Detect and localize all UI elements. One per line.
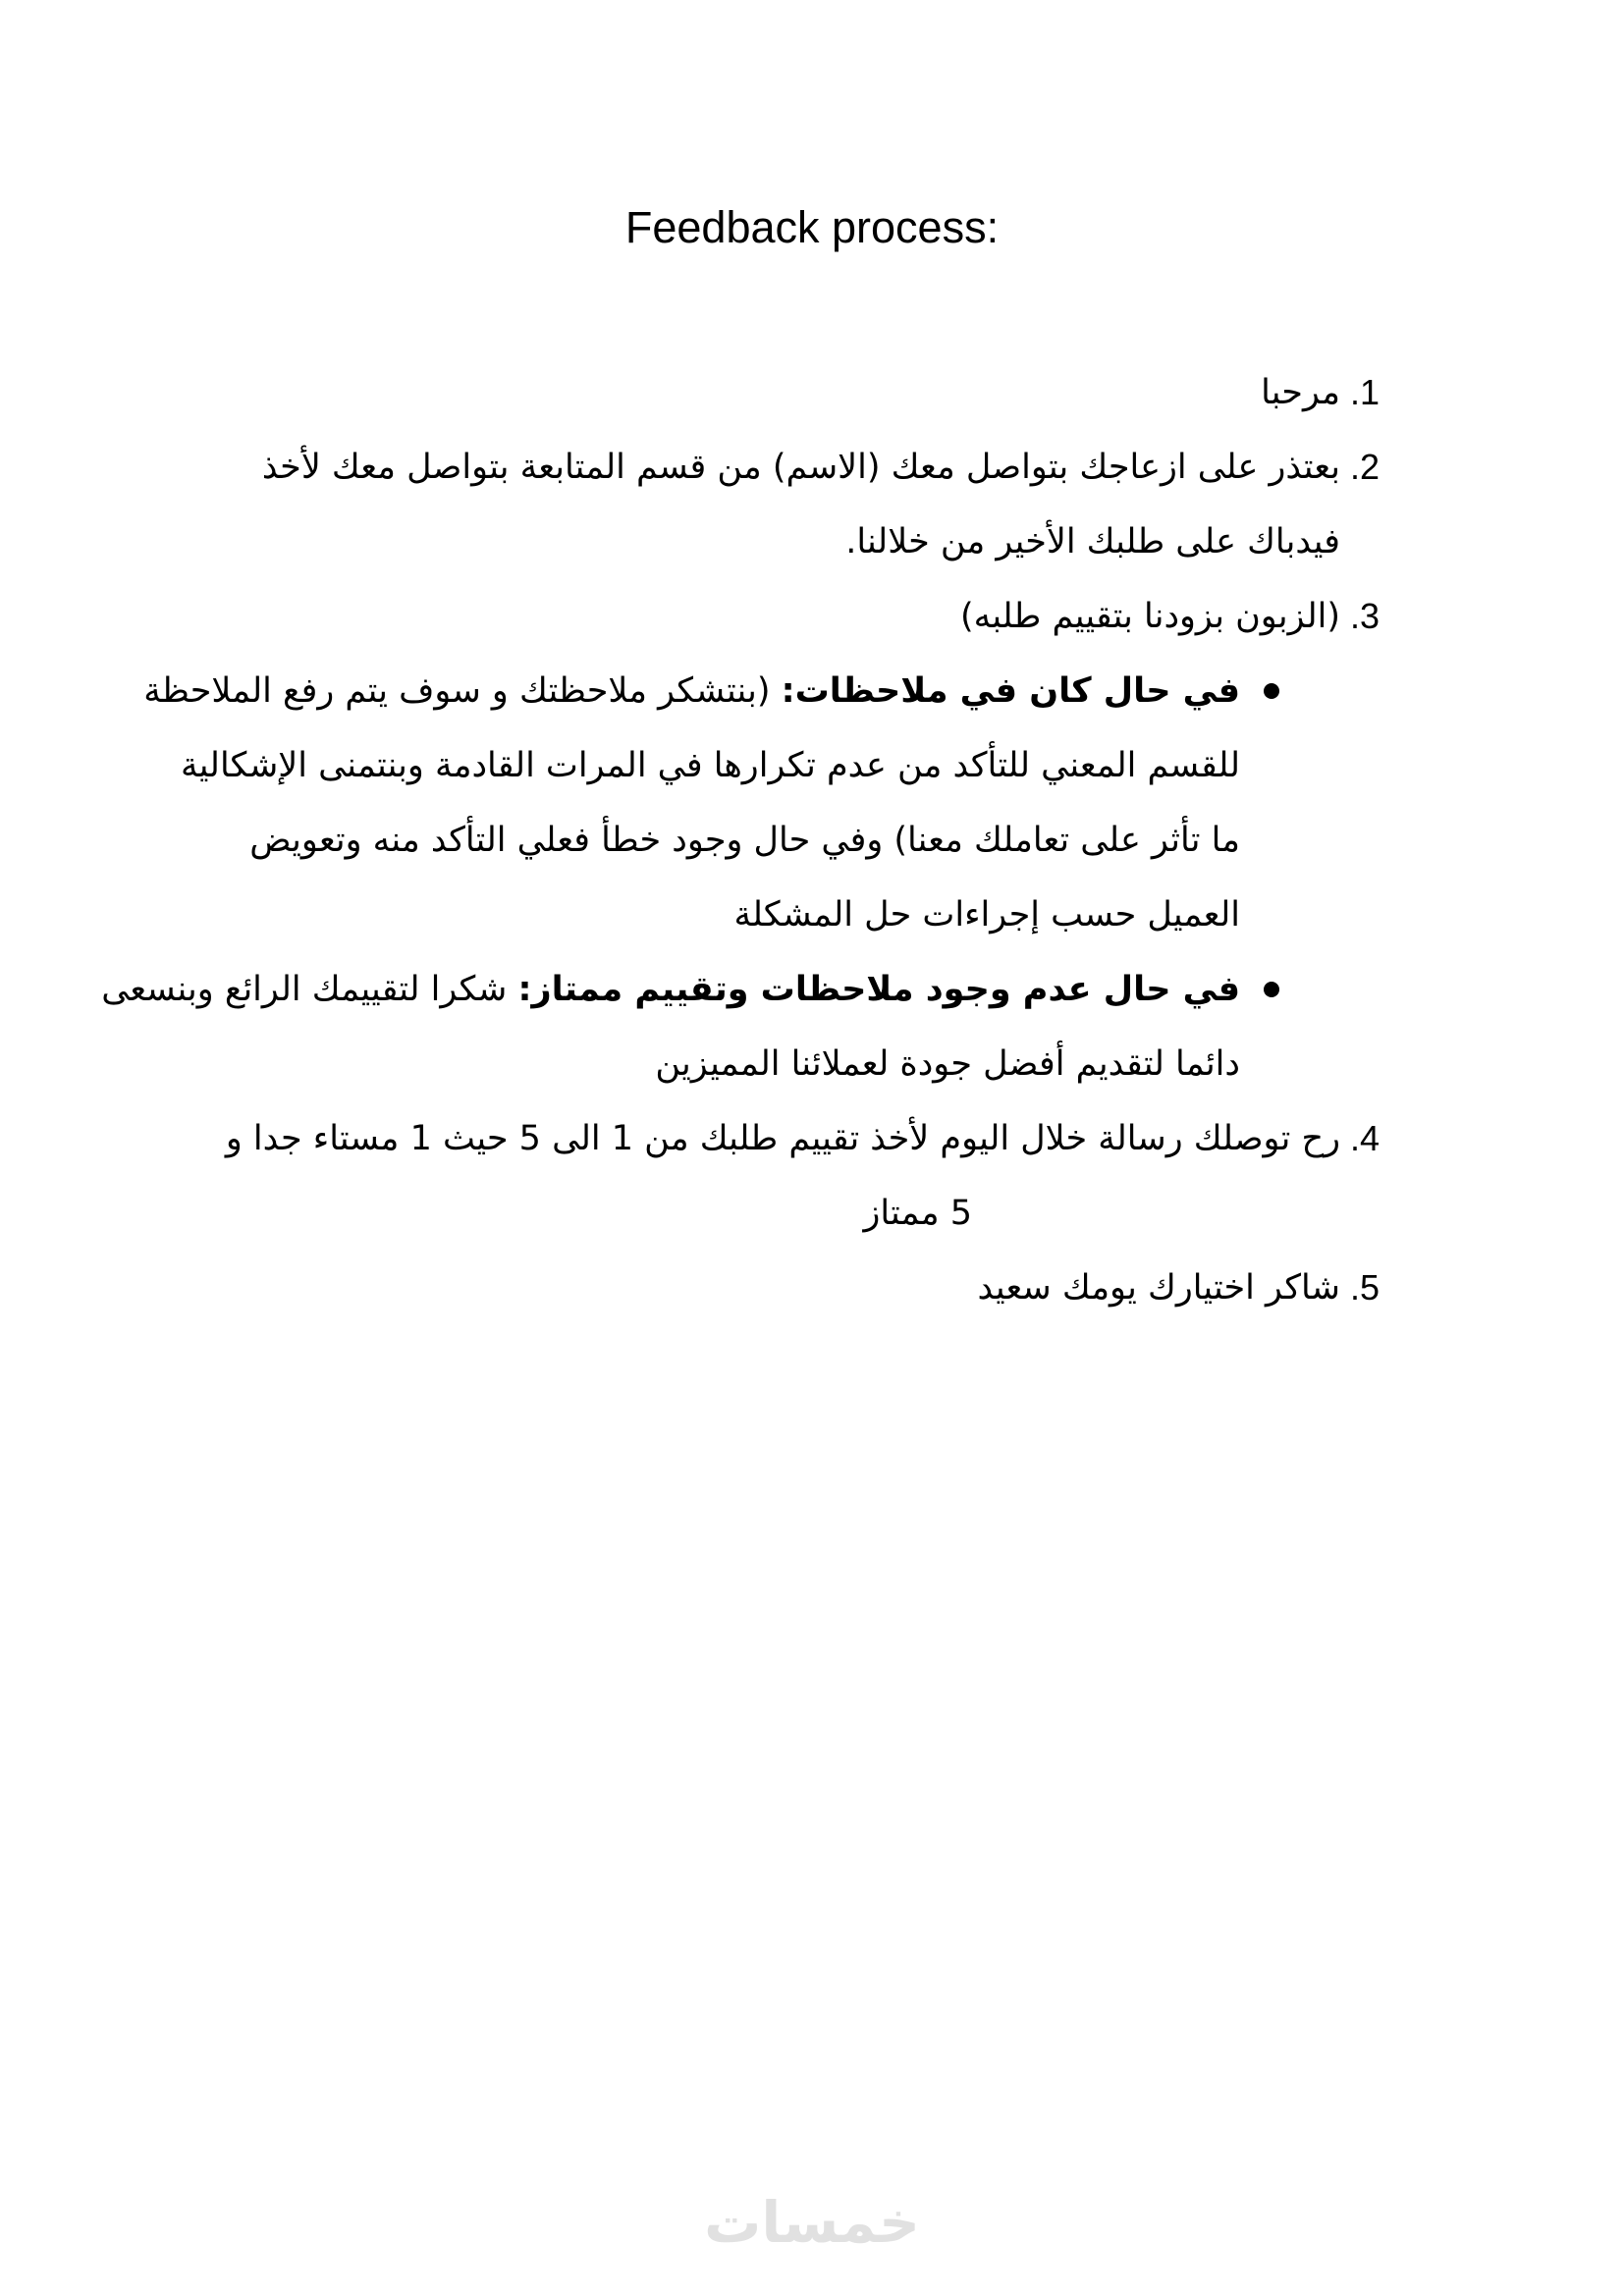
list-item — [231, 355, 1380, 430]
list-number-marker: 2. — [1349, 447, 1380, 487]
list-item-line: للقسم المعني للتأكد من عدم تكرارها في المرات القادمة وبنتمنى الإشكالية — [180, 746, 1240, 785]
list-item-line — [143, 654, 1240, 728]
list-item — [225, 1101, 1380, 1251]
list-item-line: دائما لتقديم أفضل جودة لعملائنا المميزين — [655, 1044, 1240, 1084]
list-item-line: رح توصلك رسالة خلال اليوم لأخذ تقييم طلبك من 1 الى 5 حيث 1 مستاء جدا و — [225, 1119, 1340, 1158]
list-item — [143, 654, 1380, 952]
list-number-marker: 4. — [1349, 1118, 1380, 1158]
list-item — [101, 952, 1380, 1101]
bullet-lead-bold: في حال كان في ملاحظات: — [781, 671, 1240, 711]
bullet-lead-bold: في حال عدم وجود ملاحظات وتقييم ممتاز: — [517, 970, 1240, 1009]
document-title: Feedback process: — [624, 202, 1000, 252]
list-item-line: فيدباك على طلبك الأخير من خلالنا. — [845, 522, 1340, 561]
bullet-dot-icon — [1264, 982, 1279, 997]
bullet-lead-rest: شكرا لتقييمك الرائع وبنسعى — [101, 970, 518, 1009]
list-item-line: بعتذر على ازعاجك بتواصل معك (الاسم) من قسم المتابعة بتواصل معك لأخذ — [261, 448, 1340, 487]
bullet-dot-icon — [1264, 683, 1279, 699]
list-item — [231, 579, 1380, 654]
khamsat-watermark-logo: خمسات — [704, 2189, 920, 2256]
list-item-line: مرحبا — [1261, 373, 1340, 412]
list-item — [231, 1251, 1380, 1325]
feedback-steps-list — [101, 355, 1380, 1325]
list-item-line: ما تأثر على تعاملك معنا) وفي حال وجود خطأ فعلي التأكد منه وتعويض — [249, 821, 1240, 860]
bullet-lead-rest: (بنتشكر ملاحظتك و سوف يتم رفع الملاحظة — [143, 671, 782, 711]
list-item-line: العميل حسب إجراءات حل المشكلة — [733, 895, 1240, 934]
list-item — [231, 430, 1380, 579]
list-number-marker: 3. — [1349, 596, 1380, 636]
list-number-marker: 1. — [1349, 372, 1380, 412]
list-item-line: (الزبون بزودنا بتقييم طلبه) — [959, 597, 1340, 636]
list-item-line: 5 ممتاز — [863, 1194, 972, 1233]
list-item-line — [101, 952, 1240, 1027]
list-item-line: شاكر اختيارك يومك سعيد — [977, 1268, 1340, 1308]
list-number-marker: 5. — [1349, 1267, 1380, 1308]
